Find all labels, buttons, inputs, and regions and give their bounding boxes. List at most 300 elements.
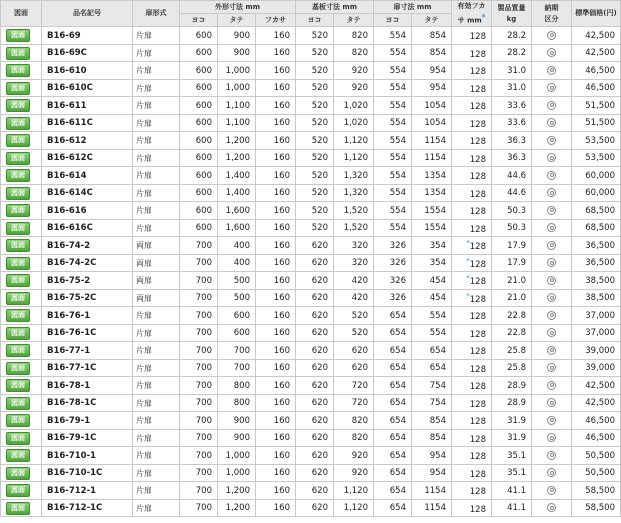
weight-cell: 21.0 [492,272,532,290]
header-door-yoko: ヨコ [374,14,412,27]
door-height-cell: 354 [412,237,452,255]
drawing-button[interactable]: 図面 [6,432,30,445]
header-outer-tate: タテ [218,14,256,27]
base-width-cell: 520 [296,97,334,115]
base-width-cell: 620 [296,237,334,255]
drawing-button[interactable]: 図面 [6,29,30,42]
door-height-cell: 954 [412,464,452,482]
double-circle-icon [547,31,556,40]
table-row [1,114,621,132]
door-type-cell: 片扉 [133,464,180,482]
weight-cell: 41.1 [492,499,532,517]
drawing-cell [1,149,42,167]
outer-height-cell: 1,400 [218,184,256,202]
effective-depth-cell [452,412,492,430]
price-cell: 37,000 [572,324,621,342]
door-height-cell: 854 [412,429,452,447]
weight-cell: 28.2 [492,27,532,45]
double-circle-icon [547,486,556,495]
outer-depth-cell: 160 [256,324,296,342]
model-cell: B16-76-1 [42,307,133,325]
outer-height-cell: 1,600 [218,202,256,220]
door-type-cell: 片扉 [133,149,180,167]
lead-time-cell [532,44,572,62]
outer-width-cell: 700 [180,359,218,377]
drawing-button[interactable]: 図面 [6,222,30,235]
double-circle-icon [547,346,556,355]
door-width-cell: 326 [374,289,412,307]
effective-depth-cell [452,289,492,307]
weight-cell: 28.9 [492,394,532,412]
drawing-button[interactable]: 図面 [6,257,30,270]
base-height-cell: 1,320 [334,167,374,185]
double-circle-icon [547,188,556,197]
weight-cell: 44.6 [492,167,532,185]
drawing-cell [1,237,42,255]
price-cell: 36,500 [572,254,621,272]
effective-depth-cell [452,359,492,377]
price-cell: 50,500 [572,447,621,465]
drawing-button[interactable]: 図面 [6,309,30,322]
outer-height-cell: 500 [218,289,256,307]
effective-depth-cell [452,307,492,325]
header-door-type: 扉形式 [133,1,180,27]
table-row [1,219,621,237]
model-cell: B16-78-1 [42,377,133,395]
base-height-cell: 720 [334,394,374,412]
double-circle-icon [547,136,556,145]
model-cell: B16-610C [42,79,133,97]
base-width-cell: 620 [296,412,334,430]
door-width-cell: 554 [374,27,412,45]
outer-width-cell: 700 [180,289,218,307]
outer-height-cell: 1,100 [218,114,256,132]
header-lead-line2: 区分 [544,14,559,23]
table-row [1,184,621,202]
outer-depth-cell: 160 [256,447,296,465]
outer-height-cell: 1,400 [218,167,256,185]
price-cell: 38,500 [572,289,621,307]
drawing-button[interactable]: 図面 [6,484,30,497]
drawing-cell [1,97,42,115]
lead-time-cell [532,27,572,45]
table-row [1,447,621,465]
outer-depth-cell: 160 [256,307,296,325]
outer-height-cell: 1,200 [218,482,256,500]
door-type-cell: 片扉 [133,27,180,45]
header-outer-dims: 外形寸法 mm [180,1,296,14]
outer-depth-cell: 160 [256,202,296,220]
effective-depth-cell [452,132,492,150]
drawing-cell [1,167,42,185]
door-width-cell: 654 [374,429,412,447]
drawing-button[interactable]: 図面 [6,64,30,77]
outer-depth-cell: 160 [256,342,296,360]
effective-depth-cell [452,97,492,115]
outer-depth-cell: 160 [256,499,296,517]
outer-depth-cell: 160 [256,219,296,237]
table-body [1,27,621,517]
effective-depth-cell [452,377,492,395]
base-height-cell: 1,520 [334,202,374,220]
price-cell: 46,500 [572,62,621,80]
door-width-cell: 654 [374,412,412,430]
effective-depth-value: 128 [469,84,486,95]
door-type-cell: 片扉 [133,429,180,447]
drawing-button[interactable]: 図面 [6,327,30,340]
drawing-button[interactable]: 図面 [6,414,30,427]
model-cell: B16-611 [42,97,133,115]
effective-depth-value: 128 [469,259,486,270]
drawing-cell [1,44,42,62]
base-height-cell: 1,020 [334,114,374,132]
model-cell: B16-69C [42,44,133,62]
base-width-cell: 620 [296,289,334,307]
model-cell: B16-77-1 [42,342,133,360]
drawing-cell [1,62,42,80]
drawing-button[interactable]: 図面 [6,82,30,95]
double-circle-icon [547,83,556,92]
drawing-button[interactable]: 図面 [6,152,30,165]
effective-depth-value: 128 [469,381,486,392]
lead-time-cell [532,219,572,237]
door-width-cell: 554 [374,62,412,80]
effective-depth-cell [452,342,492,360]
weight-cell: 44.6 [492,184,532,202]
base-height-cell: 820 [334,412,374,430]
outer-width-cell: 600 [180,27,218,45]
model-cell: B16-79-1C [42,429,133,447]
lead-time-cell [532,184,572,202]
door-width-cell: 554 [374,202,412,220]
double-circle-icon [547,328,556,337]
weight-cell: 50.3 [492,202,532,220]
door-type-cell: 片扉 [133,114,180,132]
effective-depth-cell [452,394,492,412]
drawing-button[interactable]: 図面 [6,449,30,462]
base-height-cell: 1,120 [334,149,374,167]
drawing-button[interactable]: 図面 [6,502,30,515]
door-type-cell: 片扉 [133,97,180,115]
drawing-cell [1,429,42,447]
door-type-cell: 片扉 [133,482,180,500]
outer-depth-cell: 160 [256,27,296,45]
double-circle-icon [547,416,556,425]
table-row [1,97,621,115]
base-height-cell: 820 [334,27,374,45]
effective-depth-value: 128 [469,101,486,112]
header-door-tate: タテ [412,14,452,27]
outer-height-cell: 800 [218,377,256,395]
base-width-cell: 520 [296,219,334,237]
outer-width-cell: 700 [180,307,218,325]
drawing-button[interactable]: 図面 [6,274,30,287]
outer-height-cell: 900 [218,429,256,447]
door-type-cell: 片扉 [133,412,180,430]
outer-height-cell: 700 [218,359,256,377]
lead-time-cell [532,132,572,150]
price-cell: 50,500 [572,464,621,482]
base-width-cell: 520 [296,132,334,150]
drawing-button[interactable]: 図面 [6,362,30,375]
model-cell: B16-616C [42,219,133,237]
price-cell: 53,500 [572,149,621,167]
outer-depth-cell: 160 [256,97,296,115]
outer-depth-cell: 160 [256,464,296,482]
model-cell: B16-712-1 [42,482,133,500]
base-height-cell: 620 [334,359,374,377]
door-height-cell: 554 [412,324,452,342]
lead-time-cell [532,377,572,395]
double-circle-icon [547,206,556,215]
effective-depth-value: 128 [469,294,486,305]
effective-depth-value: 128 [469,434,486,445]
effective-depth-cell [452,114,492,132]
effective-depth-value: 128 [469,241,486,252]
door-width-cell: 654 [374,342,412,360]
effective-depth-value: 128 [469,276,486,287]
door-height-cell: 1154 [412,149,452,167]
base-width-cell: 620 [296,359,334,377]
outer-depth-cell: 160 [256,149,296,167]
drawing-cell [1,307,42,325]
effective-depth-cell [452,149,492,167]
outer-width-cell: 700 [180,254,218,272]
door-width-cell: 554 [374,44,412,62]
lead-time-cell [532,272,572,290]
header-price: 標準価格(円) [572,1,621,27]
drawing-button[interactable]: 図面 [6,467,30,480]
price-cell: 68,500 [572,202,621,220]
drawing-button[interactable]: 図面 [6,99,30,112]
door-height-cell: 854 [412,44,452,62]
base-width-cell: 520 [296,27,334,45]
effective-depth-cell [452,272,492,290]
drawing-cell [1,377,42,395]
door-type-cell: 両扉 [133,237,180,255]
outer-width-cell: 700 [180,499,218,517]
drawing-cell [1,342,42,360]
door-height-cell: 354 [412,254,452,272]
door-height-cell: 554 [412,307,452,325]
table-row [1,237,621,255]
model-cell: B16-75-2C [42,289,133,307]
base-height-cell: 1,520 [334,219,374,237]
effective-depth-cell [452,464,492,482]
asterisk-mark: * [466,239,470,248]
outer-depth-cell: 160 [256,359,296,377]
drawing-cell [1,27,42,45]
effective-depth-value: 128 [469,451,486,462]
door-type-cell: 片扉 [133,62,180,80]
outer-width-cell: 700 [180,447,218,465]
outer-width-cell: 700 [180,429,218,447]
effective-depth-cell [452,27,492,45]
effective-depth-cell [452,167,492,185]
drawing-button[interactable]: 図面 [6,239,30,252]
effective-depth-cell [452,62,492,80]
base-height-cell: 320 [334,254,374,272]
double-circle-icon [547,381,556,390]
lead-time-cell [532,429,572,447]
header-base-dims: 基板寸法 mm [296,1,374,14]
outer-height-cell: 900 [218,412,256,430]
effective-depth-cell [452,79,492,97]
drawing-cell [1,132,42,150]
drawing-button[interactable]: 図面 [6,169,30,182]
door-type-cell: 片扉 [133,79,180,97]
base-height-cell: 520 [334,307,374,325]
base-width-cell: 520 [296,114,334,132]
base-width-cell: 620 [296,464,334,482]
door-width-cell: 554 [374,114,412,132]
drawing-button[interactable]: 図面 [6,204,30,217]
table-row [1,394,621,412]
outer-height-cell: 1,000 [218,79,256,97]
effective-depth-value: 128 [469,469,486,480]
outer-height-cell: 400 [218,254,256,272]
drawing-cell [1,79,42,97]
header-weight-line2: kg [506,14,517,23]
lead-time-cell [532,499,572,517]
drawing-cell [1,184,42,202]
drawing-cell [1,114,42,132]
drawing-button[interactable]: 図面 [6,47,30,60]
door-width-cell: 654 [374,447,412,465]
base-width-cell: 520 [296,79,334,97]
base-width-cell: 620 [296,272,334,290]
drawing-cell [1,482,42,500]
door-width-cell: 654 [374,482,412,500]
effective-depth-value: 128 [469,154,486,165]
drawing-cell [1,202,42,220]
lead-time-cell [532,342,572,360]
outer-height-cell: 600 [218,307,256,325]
base-width-cell: 620 [296,307,334,325]
header-depth [452,1,492,27]
outer-width-cell: 600 [180,149,218,167]
price-cell: 37,000 [572,307,621,325]
outer-width-cell: 700 [180,394,218,412]
drawing-button[interactable]: 図面 [6,292,30,305]
asterisk-mark: * [481,13,486,21]
table-row [1,429,621,447]
drawing-button[interactable]: 図面 [6,379,30,392]
door-width-cell: 654 [374,359,412,377]
price-cell: 68,500 [572,219,621,237]
double-circle-icon [547,451,556,460]
table-row [1,499,621,517]
double-circle-icon [547,258,556,267]
door-type-cell: 両扉 [133,254,180,272]
weight-cell: 35.1 [492,464,532,482]
base-height-cell: 620 [334,342,374,360]
outer-width-cell: 600 [180,44,218,62]
base-width-cell: 520 [296,62,334,80]
outer-depth-cell: 160 [256,429,296,447]
door-height-cell: 954 [412,447,452,465]
model-cell: B16-74-2 [42,237,133,255]
price-cell: 46,500 [572,79,621,97]
header-weight-line1: 製品質量 [497,3,526,12]
effective-depth-value: 128 [469,504,486,515]
drawing-button[interactable]: 図面 [6,187,30,200]
model-cell: B16-612 [42,132,133,150]
effective-depth-value: 128 [469,486,486,497]
base-width-cell: 620 [296,429,334,447]
base-width-cell: 520 [296,202,334,220]
outer-depth-cell: 160 [256,254,296,272]
effective-depth-value: 128 [469,416,486,427]
door-width-cell: 554 [374,184,412,202]
header-lead-time [532,1,572,27]
header-depth-line1: 有効フカ [457,2,486,10]
door-type-cell: 両扉 [133,272,180,290]
double-circle-icon [547,398,556,407]
outer-width-cell: 700 [180,482,218,500]
double-circle-icon [547,223,556,232]
effective-depth-cell [452,499,492,517]
outer-width-cell: 700 [180,377,218,395]
outer-depth-cell: 160 [256,167,296,185]
weight-cell: 33.6 [492,114,532,132]
effective-depth-value: 128 [469,136,486,147]
outer-width-cell: 600 [180,79,218,97]
price-cell: 51,500 [572,114,621,132]
base-height-cell: 720 [334,377,374,395]
outer-height-cell: 1,200 [218,149,256,167]
drawing-button[interactable]: 図面 [6,134,30,147]
header-drawing: 図面 [1,1,42,27]
door-width-cell: 554 [374,97,412,115]
base-width-cell: 620 [296,482,334,500]
outer-width-cell: 600 [180,184,218,202]
door-width-cell: 554 [374,132,412,150]
drawing-button[interactable]: 図面 [6,397,30,410]
drawing-button[interactable]: 図面 [6,344,30,357]
table-row [1,202,621,220]
drawing-cell [1,447,42,465]
lead-time-cell [532,464,572,482]
model-cell: B16-76-1C [42,324,133,342]
double-circle-icon [547,241,556,250]
outer-width-cell: 600 [180,97,218,115]
model-cell: B16-69 [42,27,133,45]
weight-cell: 35.1 [492,447,532,465]
double-circle-icon [547,153,556,162]
door-width-cell: 326 [374,272,412,290]
lead-time-cell [532,394,572,412]
drawing-button[interactable]: 図面 [6,117,30,130]
base-width-cell: 520 [296,167,334,185]
model-cell: B16-710-1 [42,447,133,465]
door-height-cell: 1054 [412,114,452,132]
door-width-cell: 326 [374,237,412,255]
outer-height-cell: 400 [218,237,256,255]
weight-cell: 28.9 [492,377,532,395]
effective-depth-value: 128 [469,224,486,235]
double-circle-icon [547,503,556,512]
door-width-cell: 554 [374,167,412,185]
table-row [1,44,621,62]
door-height-cell: 1154 [412,482,452,500]
door-height-cell: 954 [412,62,452,80]
header-outer-yoko: ヨコ [180,14,218,27]
door-height-cell: 1354 [412,184,452,202]
door-width-cell: 326 [374,254,412,272]
base-height-cell: 820 [334,429,374,447]
double-circle-icon [547,293,556,302]
